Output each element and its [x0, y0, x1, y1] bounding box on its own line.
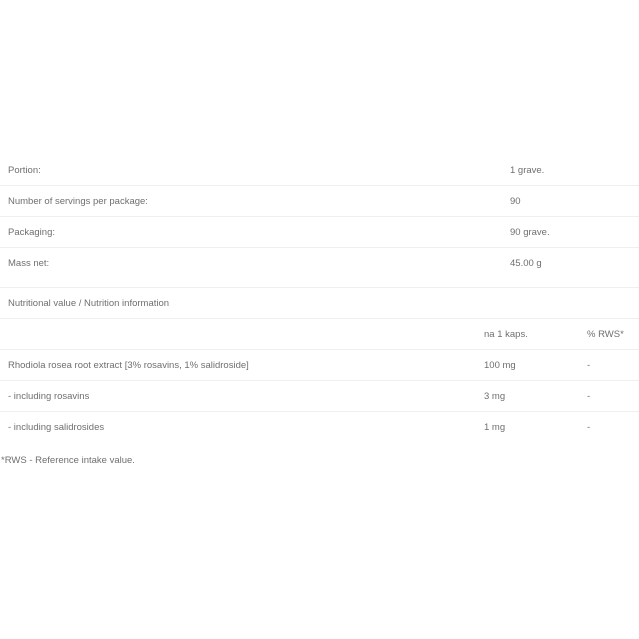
info-label: Number of servings per package: [8, 196, 148, 207]
info-row-mass [0, 248, 639, 288]
ingredient-name: - including salidrosides [8, 422, 105, 433]
ingredient-amount: 3 mg [484, 391, 506, 402]
column-header-amount: na 1 kaps. [484, 329, 528, 340]
nutrition-header-row [0, 319, 639, 350]
info-label: Portion: [8, 165, 41, 176]
ingredient-rws: - [587, 391, 591, 402]
info-row-portion [0, 155, 639, 186]
nutrition-title-row [0, 288, 639, 319]
info-label: Packaging: [8, 227, 56, 238]
ingredient-rws: - [587, 422, 591, 433]
table-row [0, 412, 639, 443]
table-row [0, 350, 639, 381]
info-row-servings [0, 186, 639, 217]
info-row-packaging [0, 217, 639, 248]
column-header-rws: % RWS* [587, 329, 624, 340]
info-label: Mass net: [8, 258, 50, 269]
ingredient-name: Rhodiola rosea root extract [3% rosavins, 1% salidroside] [8, 360, 249, 371]
ingredient-rws: - [587, 360, 591, 371]
info-value: 1 grave. [510, 165, 545, 176]
ingredient-name: - including rosavins [8, 391, 90, 402]
footnote: *RWS - Reference intake value. [1, 455, 135, 466]
nutrition-section-title: Nutritional value / Nutrition information [8, 298, 170, 309]
table-row [0, 381, 639, 412]
info-value: 90 grave. [510, 227, 550, 238]
info-value: 90 [510, 196, 521, 207]
info-value: 45.00 g [510, 258, 542, 269]
ingredient-amount: 100 mg [484, 360, 516, 371]
ingredient-amount: 1 mg [484, 422, 506, 433]
